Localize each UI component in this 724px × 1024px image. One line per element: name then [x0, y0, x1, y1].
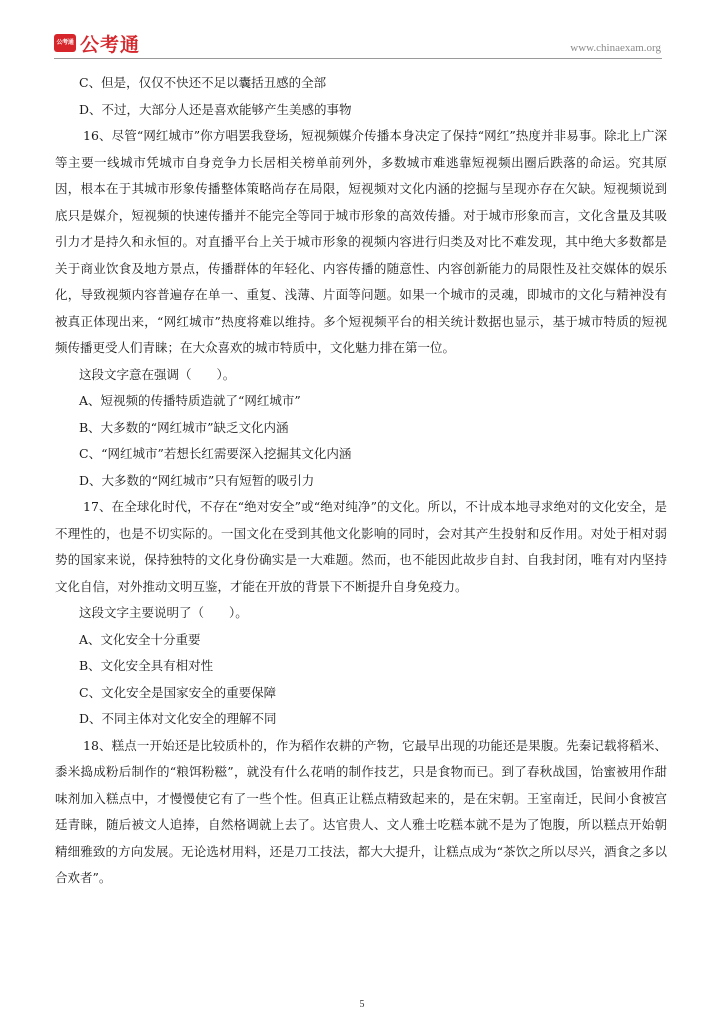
document-body [55, 70, 667, 892]
answer-option: C、“网红城市”若想长红需要深入挖掘其文化内涵 [79, 446, 352, 461]
answer-option: D、大多数的“网红城市”只有短暂的吸引力 [79, 472, 315, 488]
answer-option: C、但是，仅仅不快还不足以囊括丑感的全部 [79, 75, 327, 90]
question-stem: 这段文字意在强调（ ）。 [79, 366, 236, 382]
logo-text: 公考通 [80, 34, 141, 56]
question-stem: 这段文字主要说明了（ ）。 [79, 605, 248, 620]
header-divider [54, 58, 662, 59]
page-number: 5 [359, 999, 365, 1010]
question-paragraph: 16、尽管“网红城市”你方唱罢我登场，短视频媒介传播本身决定了保持“网红”热度并非易事。除北上广深等主要一线城市凭城市自身竞争力长居相关榜单前列外，多数城市难逃靠短视频出圈后跌落的命运。究其原因，根本在于其城市形象传播整体策略尚存在局限，短视频对文化内涵的挖掘与呈现亦存在欠缺。短视频说到底只是媒介，短视频的快速传播并不能完全等同于城市形象的高效传播。对于城市形象而言，文化含量及其吸引力才是持久和永恒的。对直播平台上关于城市形象的视频内容进行归类及对比不难发现，其中绝大多数都是关于商业饮食及地方景点，传播群体的年轻化、内容传播的随意性、内容创新能力的局限性及社交媒体的娱乐化，导致视频内容普遍存在单一、重复、浅薄、片面等问题。如果一个城市的灵魂，即城市的文化与精神没有被真正体现出来，“网红城市”热度将难以维持。多个短视频平台的相关统计数据也显示，基于城市特质的短视频传播更受人们青睐；在大众喜欢的城市特质中，文化魅力排在第一位。 [55, 128, 667, 355]
answer-option: B、大多数的“网红城市”缺乏文化内涵 [79, 419, 289, 435]
answer-option: C、文化安全是国家安全的重要保障 [79, 684, 277, 700]
logo-badge: 公考通 [54, 34, 76, 52]
answer-option: D、不过，大部分人还是喜欢能够产生美感的事物 [79, 101, 352, 117]
answer-option: A、文化安全十分重要 [79, 631, 201, 647]
site-url[interactable]: www.chinaexam.org [570, 42, 661, 54]
question-paragraph: 18、糕点一开始还是比较质朴的，作为稻作农耕的产物，它最早出现的功能还是果腹。先秦记载将稻米、黍米捣成粉后制作的“粮饵粉糍”，就没有什么花哨的制作技艺，只是食物而已。到了春秋战国，饴蜜被用作甜味剂加入糕点中，才慢慢使它有了一些个性。但真正让糕点精致起来的，是在宋朝。王室南迁，民间小食被宫廷青睐，随后被文人追捧，自然格调就上去了。达官贵人、文人雅士吃糕本就不是为了饱腹，所以糕点开始朝精细雅致的方向发展。无论选材用料，还是刀工技法，都大大提升，让糕点成为“茶饮之所以尽兴，酒食之多以合欢者”。 [55, 737, 667, 885]
page-header [0, 0, 724, 62]
answer-option: B、文化安全具有相对性 [79, 658, 214, 673]
answer-option: A、短视频的传播特质造就了“网红城市” [79, 393, 301, 408]
question-paragraph: 17、在全球化时代，不存在“绝对安全”或“绝对纯净”的文化。所以，不计成本地寻求绝对的文化安全，是不理性的，也是不切实际的。一国文化在受到其他文化影响的同时，会对其产生投射和反作用。对处于相对弱势的国家来说，保持独特的文化身份确实是一大难题。然而，也不能因此故步自封、自我封闭，唯有对内坚持文化自信，对外推动文明互鉴，才能在开放的背景下不断提升自身免疫力。 [55, 499, 667, 594]
answer-option: D、不同主体对文化安全的理解不同 [79, 711, 277, 726]
